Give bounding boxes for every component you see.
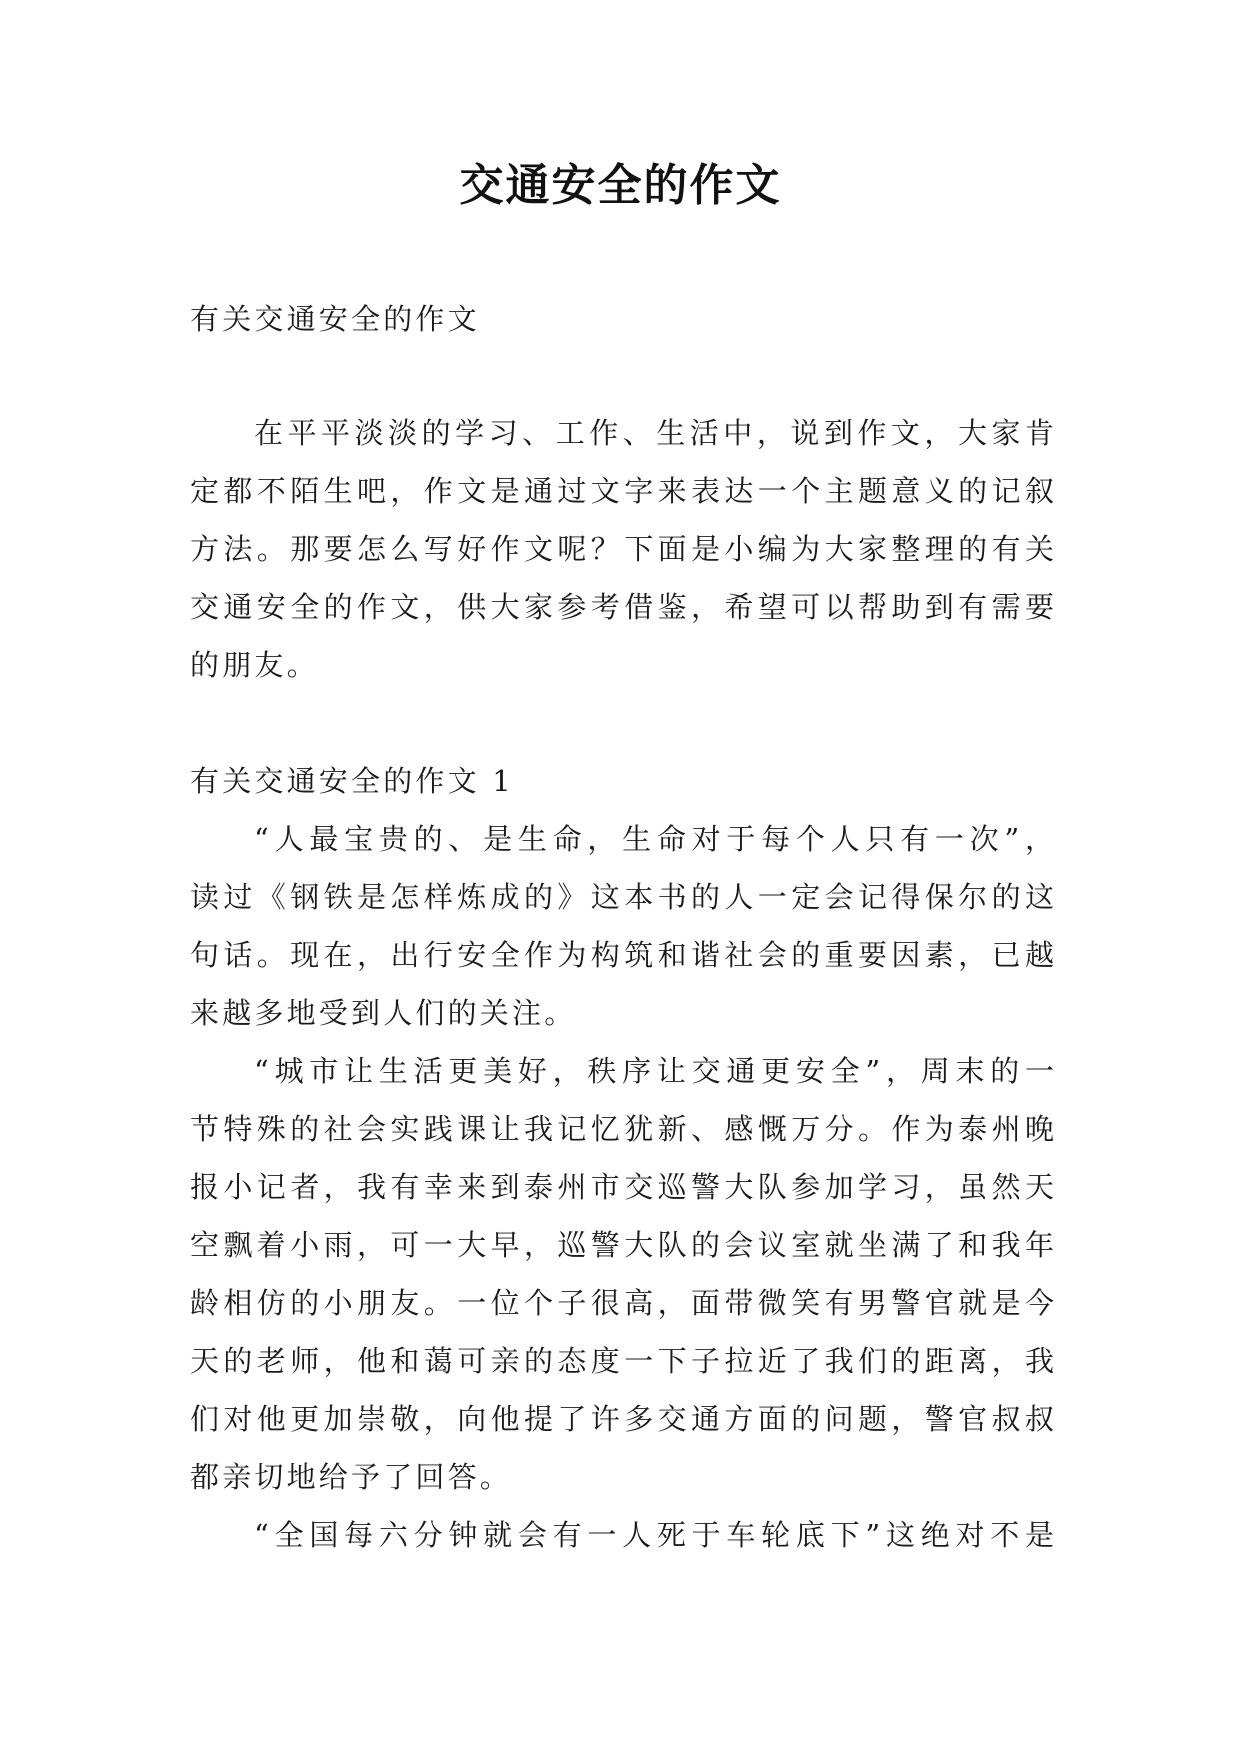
text-line: 报小记者，我有幸来到泰州市交巡警大队参加学习，虽然天 — [190, 1170, 1054, 1204]
text-line: 龄相仿的小朋友。一位个子很高，面带微笑有男警官就是今 — [190, 1286, 1054, 1320]
intro-paragraph — [190, 404, 1054, 694]
text-line: 空飘着小雨，可一大早，巡警大队的会议室就坐满了和我年 — [190, 1228, 1054, 1262]
text-line: 们对他更加崇敬，向他提了许多交通方面的问题，警官叔叔 — [190, 1402, 1054, 1436]
text-line: 来越多地受到人们的关注。 — [190, 996, 577, 1030]
text-line: “城市让生活更美好，秩序让交通更安全”，周末的一 — [254, 1054, 1054, 1088]
essay-paragraph-3 — [190, 1506, 1054, 1564]
document-title: 交通安全的作文 — [459, 160, 782, 211]
text-line: 的朋友。 — [190, 648, 319, 682]
text-line: 节特殊的社会实践课让我记忆犹新、感慨万分。作为泰州晚 — [190, 1112, 1054, 1146]
text-line: “人最宝贵的、是生命，生命对于每个人只有一次”， — [254, 822, 1054, 856]
text-line: 方法。那要怎么写好作文呢？下面是小编为大家整理的有关 — [190, 532, 1054, 566]
text-line: 定都不陌生吧，作文是通过文字来表达一个主题意义的记叙 — [190, 474, 1054, 508]
text-line: “全国每六分钟就会有一人死于车轮底下”这绝对不是 — [254, 1518, 1054, 1552]
text-line: 都亲切地给予了回答。 — [190, 1460, 513, 1494]
document-subtitle: 有关交通安全的作文 — [190, 302, 480, 336]
text-line: 天的老师，他和蔼可亲的态度一下子拉近了我们的距离，我 — [190, 1344, 1054, 1378]
spacer — [190, 348, 1054, 404]
text-line: 读过《钢铁是怎样炼成的》这本书的人一定会记得保尔的这 — [190, 880, 1054, 914]
essay-paragraph-1 — [190, 810, 1054, 1042]
spacer — [190, 694, 1054, 752]
text-line: 在平平淡淡的学习、工作、生活中，说到作文，大家肯 — [254, 416, 1054, 450]
document-body — [190, 290, 1054, 1564]
section-heading: 有关交通安全的作文 1 — [190, 764, 514, 798]
text-line: 句话。现在，出行安全作为构筑和谐社会的重要因素，已越 — [190, 938, 1054, 972]
essay-paragraph-2 — [190, 1042, 1054, 1506]
text-line: 交通安全的作文，供大家参考借鉴，希望可以帮助到有需要 — [190, 590, 1054, 624]
